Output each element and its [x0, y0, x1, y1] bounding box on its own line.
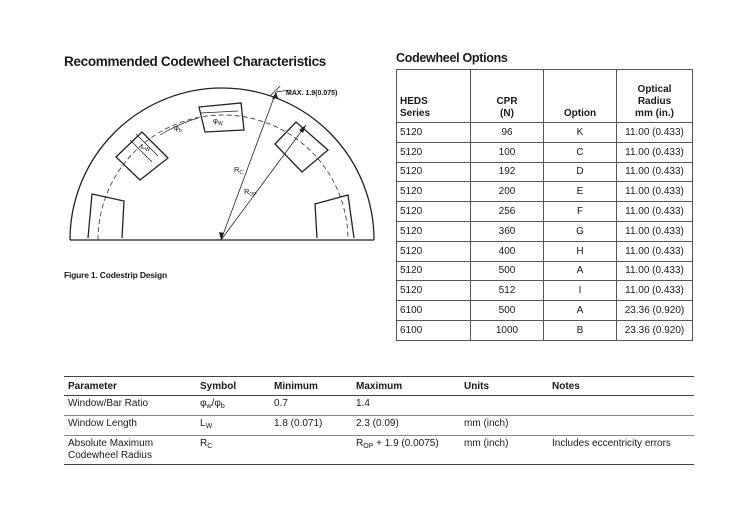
param-notes: [548, 396, 694, 416]
options-cell-option: H: [544, 241, 617, 261]
options-cell-radius: 11.00 (0.433): [617, 142, 693, 162]
options-row: [397, 142, 693, 162]
options-cell-option: F: [544, 202, 617, 222]
options-row: [397, 123, 693, 143]
notes-header: Notes: [548, 377, 694, 396]
options-cell-radius: 11.00 (0.433): [617, 202, 693, 222]
radius-header: Optical Radius mm (in.): [617, 70, 693, 123]
options-cell-option: E: [544, 182, 617, 202]
units-header: Units: [460, 377, 548, 396]
window-left-low: [88, 194, 124, 238]
options-cell-cpr: 512: [471, 281, 544, 301]
wheel-outer-arc: [70, 88, 374, 240]
options-cell-series: 5120: [397, 202, 471, 222]
cpr-header: CPR (N): [471, 70, 544, 123]
options-row: [397, 162, 693, 182]
lw-label: $L_W$: [141, 142, 150, 153]
options-cell-radius: 23.36 (0.920): [617, 301, 693, 321]
param-symbol: $R_C$: [196, 436, 270, 465]
options-cell-radius: 11.00 (0.433): [617, 182, 693, 202]
param-maximum: 2.3 (0.09): [352, 416, 460, 436]
options-cell-cpr: 192: [471, 162, 544, 182]
rc-label: $R_C$: [234, 165, 244, 176]
options-row: [397, 261, 693, 281]
options-cell-option: A: [544, 301, 617, 321]
parameter-header: Parameter: [64, 377, 196, 396]
window-right-low: [315, 195, 354, 238]
param-minimum: 1.8 (0.071): [270, 416, 352, 436]
options-cell-cpr: 500: [471, 261, 544, 281]
optical-radius-arc: [98, 115, 348, 240]
options-cell-cpr: 100: [471, 142, 544, 162]
options-cell-series: 5120: [397, 182, 471, 202]
options-cell-series: 5120: [397, 221, 471, 241]
param-header-row: [64, 377, 694, 396]
options-cell-radius: 11.00 (0.433): [617, 241, 693, 261]
codestrip-diagram: [58, 82, 388, 252]
series-header: HEDS Series: [397, 70, 471, 123]
param-row: [64, 436, 694, 465]
codewheel-characteristics-heading: Recommended Codewheel Characteristics: [64, 54, 326, 69]
options-cell-option: B: [544, 320, 617, 340]
options-cell-series: 5120: [397, 241, 471, 261]
param-notes: Includes eccentricity errors: [548, 436, 694, 465]
options-cell-option: C: [544, 142, 617, 162]
options-row: [397, 320, 693, 340]
param-name: Absolute Maximum Codewheel Radius: [64, 436, 196, 465]
param-minimum: 0.7: [270, 396, 352, 416]
options-cell-cpr: 400: [471, 241, 544, 261]
parameter-table: [64, 376, 694, 465]
rop-radius-line: [221, 125, 306, 240]
options-cell-series: 5120: [397, 281, 471, 301]
options-row: [397, 301, 693, 321]
rop-label: $R_{OP}$: [244, 187, 257, 198]
options-cell-radius: 11.00 (0.433): [617, 162, 693, 182]
window-left-mid: [116, 132, 168, 180]
options-cell-series: 5120: [397, 123, 471, 143]
phi-w-label: $\varphi_W$: [213, 116, 223, 127]
param-notes: [548, 416, 694, 436]
phi-b-label: $\varphi_b$: [174, 123, 182, 134]
options-cell-radius: 11.00 (0.433): [617, 281, 693, 301]
options-cell-series: 6100: [397, 301, 471, 321]
param-name: Window/Bar Ratio: [64, 396, 196, 416]
option-header: Option: [544, 70, 617, 123]
options-cell-cpr: 96: [471, 123, 544, 143]
param-units: mm (inch): [460, 436, 548, 465]
options-row: [397, 241, 693, 261]
window-top: [199, 103, 244, 132]
options-cell-cpr: 360: [471, 221, 544, 241]
codewheel-options-table: [396, 69, 693, 341]
param-units: mm (inch): [460, 416, 548, 436]
maximum-header: Maximum: [352, 377, 460, 396]
param-units: [460, 396, 548, 416]
options-cell-series: 5120: [397, 162, 471, 182]
options-cell-radius: 11.00 (0.433): [617, 221, 693, 241]
options-cell-option: I: [544, 281, 617, 301]
options-row: [397, 281, 693, 301]
param-row: [64, 416, 694, 436]
minimum-header: Minimum: [270, 377, 352, 396]
param-symbol: $\varphi_w/\varphi_b$: [196, 396, 270, 416]
max-label: MAX. 1.9(0.075): [286, 90, 338, 97]
options-cell-series: 5120: [397, 142, 471, 162]
param-maximum: 1.4: [352, 396, 460, 416]
options-row: [397, 221, 693, 241]
options-cell-cpr: 500: [471, 301, 544, 321]
options-row: [397, 202, 693, 222]
options-cell-series: 5120: [397, 261, 471, 281]
symbol-header: Symbol: [196, 377, 270, 396]
options-cell-option: K: [544, 123, 617, 143]
options-cell-cpr: 200: [471, 182, 544, 202]
options-cell-option: D: [544, 162, 617, 182]
rc-radius-line: [221, 92, 276, 240]
options-cell-radius: 23.36 (0.920): [617, 320, 693, 340]
options-cell-cpr: 1000: [471, 320, 544, 340]
param-name: Window Length: [64, 416, 196, 436]
options-row: [397, 182, 693, 202]
param-maximum: $R_{OP} + 1.9$ (0.0075): [352, 436, 460, 465]
param-symbol: $L_W$: [196, 416, 270, 436]
codewheel-options-heading: Codewheel Options: [396, 51, 508, 65]
options-cell-cpr: 256: [471, 202, 544, 222]
options-cell-option: G: [544, 221, 617, 241]
param-row: [64, 396, 694, 416]
options-cell-series: 6100: [397, 320, 471, 340]
param-minimum: [270, 436, 352, 465]
figure-caption: Figure 1. Codestrip Design: [64, 270, 167, 280]
options-cell-option: A: [544, 261, 617, 281]
options-header-row: [397, 70, 693, 123]
options-cell-radius: 11.00 (0.433): [617, 261, 693, 281]
options-cell-radius: 11.00 (0.433): [617, 123, 693, 143]
